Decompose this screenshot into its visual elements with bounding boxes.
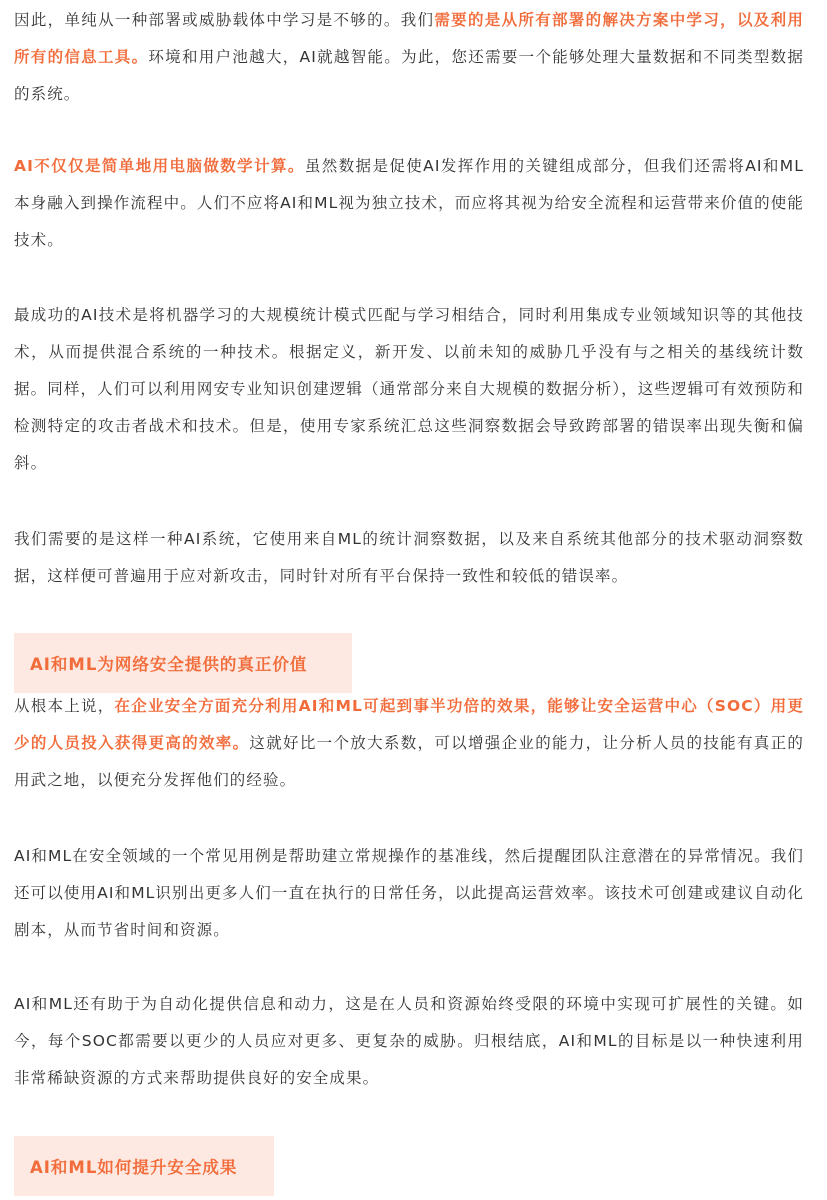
section-heading: [14, 633, 352, 693]
paragraph: [14, 297, 804, 482]
section-heading-text: AI和ML为网络安全提供的真正价值: [30, 655, 308, 674]
highlighted-text: AI不仅仅是简单地用电脑做数学计算。: [14, 157, 305, 175]
body-text: AI和ML在安全领域的一个常见用例是帮助建立常规操作的基准线，然后提醒团队注意潜在的异常情况。我们还可以使用AI和ML识别出更多人们一直在执行的日常任务，以此提高运营效率。该技术可创建或建议自动化剧本，从而节省时间和资源。: [14, 847, 804, 939]
body-text: 从根本上说，: [14, 697, 115, 715]
paragraph: [14, 986, 804, 1097]
body-text: 环境和用户池越大，AI就越智能。为此，您还需要一个能够处理大量数据和不同类型数据的系统。: [14, 48, 804, 103]
paragraph: [14, 838, 804, 949]
paragraph: [14, 521, 804, 595]
highlighted-text: 在企业安全方面充分利用AI和ML可起到事半功倍的效果，能够让安全运营中心（SOC）用更少的人员投入获得更高的效率。: [14, 697, 804, 752]
body-text: 因此，单纯从一种部署或威胁载体中学习是不够的。我们: [14, 11, 435, 29]
body-text: 这就好比一个放大系数，可以增强企业的能力，让分析人员的技能有真正的用武之地，以便充分发挥他们的经验。: [14, 734, 804, 789]
paragraph: [14, 2, 804, 113]
body-text: 我们需要的是这样一种AI系统，它使用来自ML的统计洞察数据，以及来自系统其他部分的技术驱动洞察数据，这样便可普遍用于应对新攻击，同时针对所有平台保持一致性和较低的错误率。: [14, 530, 804, 585]
body-text: 最成功的AI技术是将机器学习的大规模统计模式匹配与学习相结合，同时利用集成专业领域知识等的其他技术，从而提供混合系统的一种技术。根据定义，新开发、以前未知的威胁几乎没有与之相关的基线统计数据。同样，人们可以利用网安专业知识创建逻辑（通常部分来自大规模的数据分析），这些逻辑可有效预防和检测特定的攻击者战术和技术。但是，使用专家系统汇总这些洞察数据会导致跨部署的错误率出现失衡和偏斜。: [14, 306, 804, 472]
paragraph: [14, 688, 804, 799]
section-heading-text: AI和ML如何提升安全成果: [30, 1158, 238, 1177]
highlighted-text: 需要的是从所有部署的解决方案中学习，以及利用所有的信息工具。: [14, 11, 804, 66]
paragraph: [14, 148, 804, 259]
body-text: AI和ML还有助于为自动化提供信息和动力，这是在人员和资源始终受限的环境中实现可扩展性的关键。如今，每个SOC都需要以更少的人员应对更多、更复杂的威胁。归根结底，AI和ML的目标是以一种快速利用非常稀缺资源的方式来帮助提供良好的安全成果。: [14, 995, 804, 1087]
body-text: 虽然数据是促使AI发挥作用的关键组成部分，但我们还需将AI和ML本身融入到操作流程中。人们不应将AI和ML视为独立技术，而应将其视为给安全流程和运营带来价值的使能技术。: [14, 157, 804, 249]
section-heading: [14, 1136, 274, 1196]
